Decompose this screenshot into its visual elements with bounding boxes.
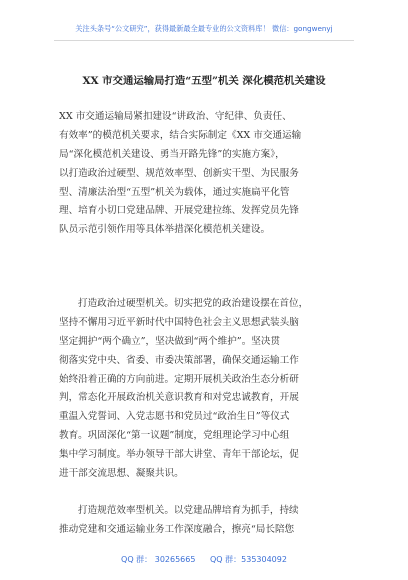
paragraph-line: 集中学习制度。举办领导干部大讲堂、青年干部论坛，促	[59, 449, 299, 461]
paragraph-line: 打造政治过硬型机关。切实把党的政治建设摆在首位，	[78, 298, 309, 309]
paragraph-line: 型、清廉法治型“五型”机关为载体，通过实施扁平化管	[59, 186, 290, 198]
footer-contact	[0, 554, 408, 565]
paragraph-line: 以打造政治过硬型、规范效率型、创新实干型、为民服务	[59, 167, 299, 179]
paragraph-line: 始终沿着正确的方向前进。定期开展机关政治生态分析研	[59, 373, 299, 385]
header-divider	[54, 40, 354, 41]
paragraph-line: 有效率”的模范机关要求，结合实际制定《XX 市交通运输	[59, 129, 302, 141]
paragraph-line: XX 市交通运输局紧扣建设“讲政治、守纪律、负责任、	[59, 111, 292, 122]
footer-qq-group-2: QQ 群：535304092	[210, 555, 287, 564]
paragraph-3	[59, 502, 352, 540]
footer-qq-group-1: QQ 群： 30265665	[121, 555, 196, 564]
paragraph-line: 进干部交流思想、凝聚共识。	[59, 468, 184, 480]
paragraph-line: 理、培育小切口党建品牌、开展党建拉练、发挥党员先锋	[59, 205, 299, 217]
document-title: XX 市交通运输局打造“五型”机关 深化模范机关建设	[82, 75, 326, 87]
paragraph-line: 教育。巩固深化“第一议题”制度，党组理论学习中心组	[59, 430, 290, 442]
paragraph-1	[59, 108, 352, 240]
paragraph-line: 打造规范效率型机关。以党建品牌培育为抓手，持续	[78, 505, 299, 516]
paragraph-line: 重温入党誓词、入党志愿书和党员过“政治生日”等仪式	[59, 411, 290, 423]
paragraph-line: 彻落实党中央、省委、市委决策部署，确保交通运输工作	[59, 354, 299, 366]
paragraph-2	[59, 295, 352, 484]
paragraph-line: 坚持不懈用习近平新时代中国特色社会主义思想武装头脑	[59, 316, 299, 328]
paragraph-line: 坚定拥护“两个确立”，坚决做到“两个维护”。坚决贯	[59, 335, 281, 347]
paragraph-line: 局“深化模范机关建设、勇当开路先锋”的实施方案》，	[59, 148, 285, 160]
paragraph-line: 队员示范引领作用等具体举措深化模范机关建设。	[59, 224, 271, 236]
header-banner: 关注头条号“公文研究”，获得最新最全最专业的公文资料库！ 微信：gongwenyj	[75, 24, 333, 33]
paragraph-line: 推动党建和交通运输业务工作深度融合，擦亮“局长陪您	[59, 523, 295, 535]
paragraph-line: 判，常态化开展政治机关意识教育和对党忠诚教育，开展	[59, 392, 299, 404]
